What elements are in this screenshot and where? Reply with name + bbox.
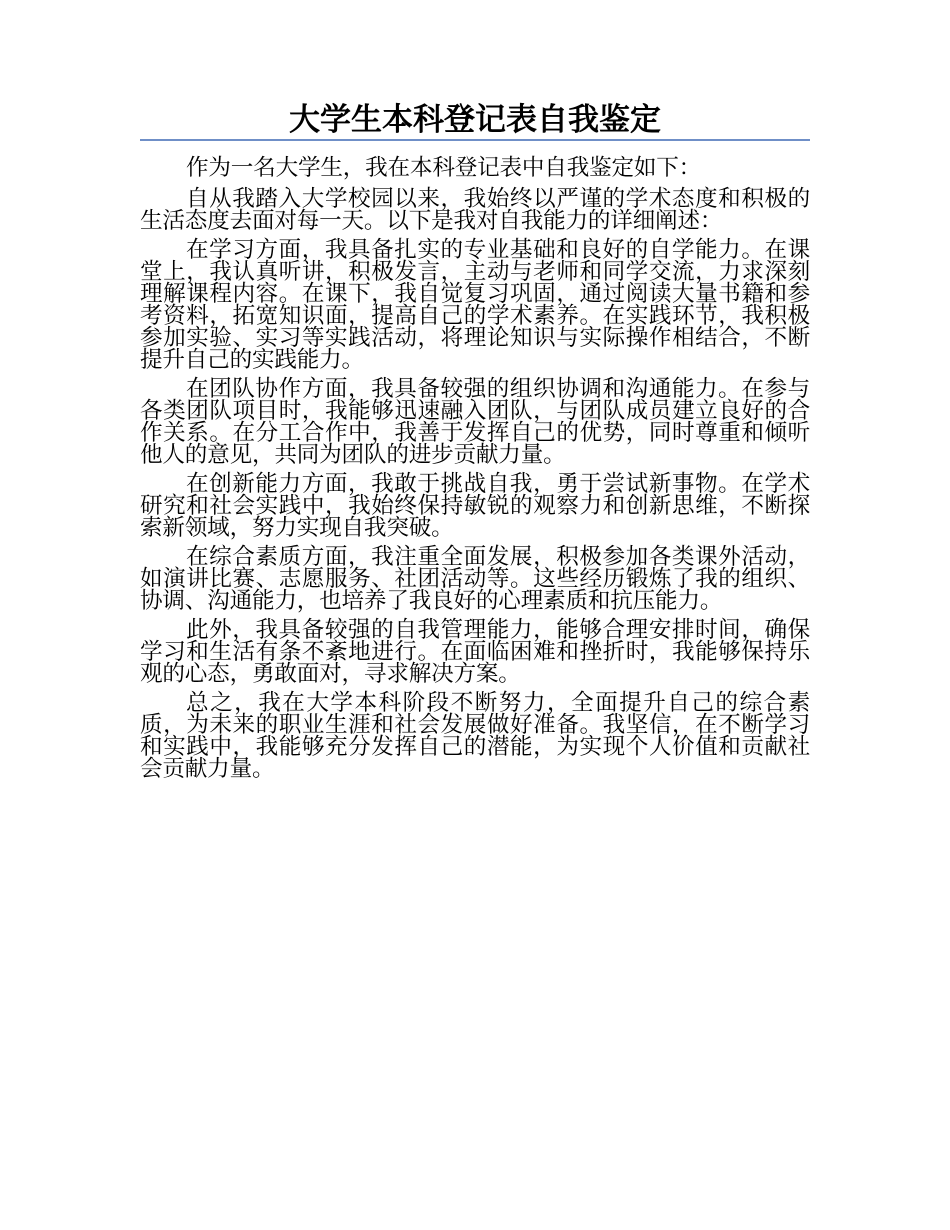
paragraph-self-management: 此外，我具备较强的自我管理能力，能够合理安排时间，确保学习和生活有条不紊地进行。在面临困难和挫折时，我能够保持乐观的心态，勇敢面对，寻求解决方案。 <box>140 617 810 687</box>
paragraph-overview: 自从我踏入大学校园以来，我始终以严谨的学术态度和积极的生活态度去面对每一天。以下是我对自我能力的详细阐述： <box>140 186 810 234</box>
paragraph-study: 在学习方面，我具备扎实的专业基础和良好的自学能力。在课堂上，我认真听讲，积极发言，主动与老师和同学交流，力求深刻理解课程内容。在课下，我自觉复习巩固，通过阅读大量书籍和参考资料，拓宽知识面，提高自己的学术素养。在实践环节，我积极参加实验、实习等实践活动，将理论知识与实际操作相结合，不断提升自己的实践能力。 <box>140 237 810 373</box>
paragraph-intro: 作为一名大学生，我在本科登记表中自我鉴定如下： <box>186 155 702 181</box>
paragraph-teamwork: 在团队协作方面，我具备较强的组织协调和沟通能力。在参与各类团队项目时，我能够迅速融入团队，与团队成员建立良好的合作关系。在分工合作中，我善于发挥自己的优势，同时尊重和倾听他人的意见，共同为团队的进步贡献力量。 <box>140 376 810 468</box>
paragraph-overall-quality: 在综合素质方面，我注重全面发展，积极参加各类课外活动，如演讲比赛、志愿服务、社团活动等。这些经历锻炼了我的组织、协调、沟通能力，也培养了我良好的心理素质和抗压能力。 <box>140 544 810 614</box>
paragraph-conclusion: 总之，我在大学本科阶段不断努力，全面提升自己的综合素质，为未来的职业生涯和社会发展做好准备。我坚信，在不断学习和实践中，我能够充分发挥自己的潜能，为实现个人价值和贡献社会贡献力量。 <box>140 690 810 782</box>
document-body <box>140 157 810 787</box>
paragraph-innovation: 在创新能力方面，我敢于挑战自我，勇于尝试新事物。在学术研究和社会实践中，我始终保持敏锐的观察力和创新思维，不断探索新领域，努力实现自我突破。 <box>140 471 810 541</box>
title-underline <box>140 139 810 141</box>
document-title: 大学生本科登记表自我鉴定 <box>289 102 661 138</box>
